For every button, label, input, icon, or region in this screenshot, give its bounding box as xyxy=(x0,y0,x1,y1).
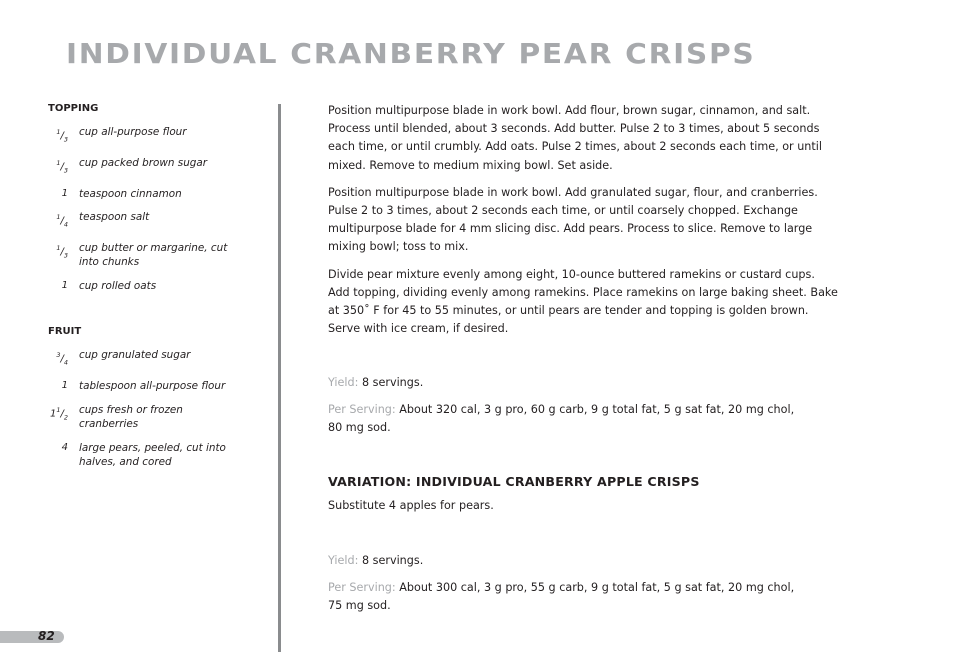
yield-value: 8 servings. xyxy=(361,554,424,567)
ingredient-quantity: 1 xyxy=(61,380,68,392)
ingredient-quantity: $^1/_3$ xyxy=(56,243,68,260)
main-per-serving xyxy=(328,401,838,437)
ingredients-column xyxy=(48,102,258,479)
variation-per-serving xyxy=(328,579,838,615)
ingredient-description: cup packed brown sugar xyxy=(79,156,208,169)
ingredient-quantity: 1 xyxy=(61,187,68,199)
per-serving-value-cont: 80 mg sod. xyxy=(328,421,391,434)
variation-text: Substitute 4 apples for pears. xyxy=(328,499,494,512)
ingredient-item xyxy=(48,441,258,470)
ingredient-quantity: 4 xyxy=(61,441,68,453)
main-yield xyxy=(328,374,838,392)
page-title: INDIVIDUAL CRANBERRY PEAR CRISPS xyxy=(66,37,756,70)
per-serving-value-cont: 75 mg sod. xyxy=(328,599,391,612)
ingredient-item xyxy=(48,241,258,270)
ingredient-item xyxy=(48,125,258,147)
per-serving-value: About 300 cal, 3 g pro, 55 g carb, 9 g total fat, 5 g sat fat, 20 mg chol, xyxy=(399,581,795,594)
per-serving-label: Per Serving: xyxy=(328,581,396,594)
per-serving-value: About 320 cal, 3 g pro, 60 g carb, 9 g total fat, 5 g sat fat, 20 mg chol, xyxy=(399,403,795,416)
ingredient-item xyxy=(48,348,258,370)
ingredient-item xyxy=(48,187,258,202)
column-divider xyxy=(278,104,281,652)
ingredient-description: cups fresh or frozen cranberries xyxy=(79,403,183,431)
instruction-paragraph: Position multipurpose blade in work bowl. Add flour, brown sugar, cinnamon, and salt. Process until blended, about 3 seconds. Add butter. Pulse 2 to 3 times, about 5 seconds each time, or until crumbly. Add oats. Pulse 2 times, about 2 seconds each time, or until mixed. Remove to medium mixing bowl. Set aside. xyxy=(328,104,823,172)
ingredient-description: cup butter or margarine, cut into chunks xyxy=(79,241,228,269)
ingredient-description: cup rolled oats xyxy=(79,279,157,292)
per-serving-label: Per Serving: xyxy=(328,403,396,416)
ingredient-description: tablespoon all-purpose flour xyxy=(79,380,226,393)
topping-heading: TOPPING xyxy=(48,103,99,114)
variation-yield xyxy=(328,552,838,570)
ingredient-item xyxy=(48,379,258,394)
ingredient-quantity: $^1/_3$ xyxy=(56,128,68,144)
ingredient-quantity: $^3/_4$ xyxy=(56,351,68,367)
page-number: 82 xyxy=(38,629,55,643)
ingredient-quantity: $^1/_3$ xyxy=(56,158,68,175)
ingredient-description: large pears, peeled, cut into halves, and cored xyxy=(79,441,226,469)
ingredient-item xyxy=(48,210,258,232)
ingredient-item xyxy=(48,156,258,178)
fruit-heading: FRUIT xyxy=(48,326,82,338)
ingredient-description: cup all-purpose flour xyxy=(79,126,187,138)
ingredient-description: teaspoon cinnamon xyxy=(79,187,182,200)
instructions-column xyxy=(328,102,838,347)
instruction-paragraph: Position multipurpose blade in work bowl. Add granulated sugar, flour, and cranberries. Pulse 2 to 3 times, about 2 seconds each time, or until coarsely chopped. Exchange multipurpose blade for 4 mm slicing disc. Add pears. Process to slice. Remove to large mixing bowl; toss to mix. xyxy=(328,185,818,254)
ingredient-quantity: 1 xyxy=(61,279,68,291)
yield-label: Yield: xyxy=(328,376,359,389)
ingredient-description: cup granulated sugar xyxy=(79,349,191,362)
ingredient-item xyxy=(48,279,258,294)
ingredient-description: teaspoon salt xyxy=(79,211,150,224)
ingredient-quantity: $^1/_4$ xyxy=(56,213,68,229)
ingredient-quantity: $1^1/_2$ xyxy=(49,405,68,422)
yield-label: Yield: xyxy=(328,554,359,567)
ingredient-item xyxy=(48,403,258,432)
instruction-paragraph: Divide pear mixture evenly among eight, 10-ounce buttered ramekins or custard cups. Add topping, dividing evenly among ramekins. Place ramekins on large baking sheet. Bake at 350˚ F for 45 to 55 minutes, or until pears are tender and topping is golden brown. Serve with ice cream, if desired. xyxy=(328,267,838,336)
variation-title: VARIATION: INDIVIDUAL CRANBERRY APPLE CRISPS xyxy=(328,474,700,489)
yield-value: 8 servings. xyxy=(361,376,424,389)
